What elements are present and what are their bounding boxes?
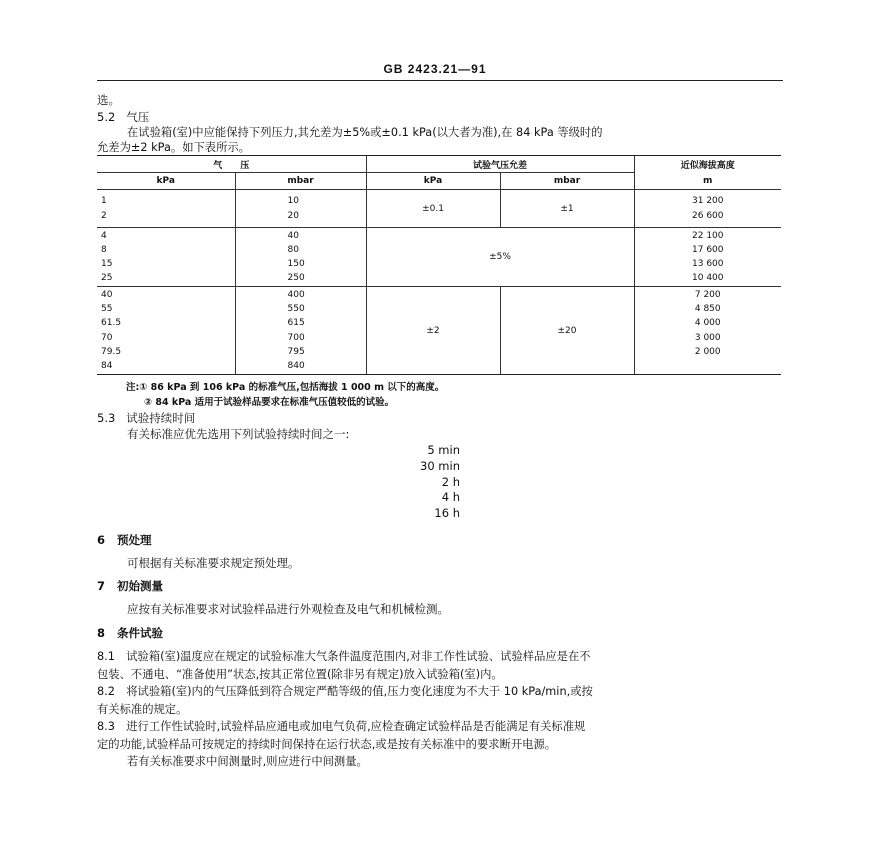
header-mbar: mbar xyxy=(235,173,366,190)
paragraph: 在试验箱(室)中应能保持下列压力,其允差为±5%或±0.1 kPa(以大者为准),在 84 kPa 等级时的 xyxy=(127,126,603,139)
table-row xyxy=(97,228,781,287)
text: 40 xyxy=(101,289,113,300)
text: 若有关标准要求中间测量时,则应进行中间测量。 xyxy=(127,755,368,768)
text: 40 xyxy=(287,230,299,241)
table-row xyxy=(97,287,781,375)
header-tolerance: 试验气压允差 xyxy=(366,156,634,173)
paragraph: 应按有关标准要求对试验样品进行外观检查及电气和机械检测。 xyxy=(127,602,449,616)
section-6-heading xyxy=(97,532,152,548)
text: 795 xyxy=(287,346,305,357)
text: 79.5 xyxy=(101,346,122,357)
text: 84 xyxy=(101,360,113,371)
text: 4 850 xyxy=(694,304,721,315)
text: 4 xyxy=(101,230,107,241)
text: 8.3 进行工作性试验时,试验样品应通电或加电气负荷,应检查确定试验样品是否能满足有关标准规 xyxy=(97,720,586,733)
section-8-body xyxy=(97,648,593,771)
section-5-3-heading xyxy=(97,410,195,426)
paragraph: 有关标准应优先选用下列试验持续时间之一: xyxy=(127,427,350,441)
text: 70 xyxy=(101,332,113,343)
text: 5.3 xyxy=(97,411,116,425)
text: 8 xyxy=(101,244,107,255)
text: 61.5 xyxy=(101,318,122,329)
text: 7 xyxy=(97,579,106,593)
table-row xyxy=(97,190,781,228)
section-5-2-heading xyxy=(97,109,149,125)
text: 8.2 将试验箱(室)内的气压降低到符合规定严酷等级的值,压力变化速度为不大于 10 kPa/min,或按 xyxy=(97,685,593,698)
intro-tail: 选。 xyxy=(97,93,120,107)
text: 13 600 xyxy=(692,259,724,269)
header-rule xyxy=(97,80,783,81)
text: 615 xyxy=(287,318,305,329)
text: 250 xyxy=(287,273,305,284)
table-note-1: 注:① 86 kPa 到 106 kPa 的标准气压,包括海拔 1 000 m 以下的高度。 xyxy=(126,382,445,393)
text: 31 200 xyxy=(692,196,724,207)
text: 2 xyxy=(101,210,107,221)
section-7-heading xyxy=(97,578,163,594)
text: 17 600 xyxy=(692,244,724,255)
text: 16 h xyxy=(434,506,460,521)
table-note-2: ② 84 kPa 适用于试验样品要求在标准气压值较低的试验。 xyxy=(144,397,395,408)
tolerance-percent: ±5% xyxy=(366,228,634,287)
text: 包装、不通电、“准备使用”状态,按其正常位置(除非另有规定)放入试验箱(室)内。 xyxy=(97,667,503,681)
text: 80 xyxy=(287,244,299,255)
header-tol-kpa: kPa xyxy=(366,173,500,190)
text: 10 xyxy=(287,196,299,207)
text: 1 xyxy=(101,196,107,207)
text: 400 xyxy=(287,289,305,300)
text: 25 xyxy=(101,273,113,284)
header-kpa: kPa xyxy=(97,173,235,190)
text: 有关标准的规定。 xyxy=(97,702,188,716)
text: 840 xyxy=(287,360,305,371)
tolerance-mbar: ±20 xyxy=(500,287,634,375)
text: 30 min xyxy=(420,458,460,473)
header-m: m xyxy=(634,173,781,190)
text: 条件试验 xyxy=(117,626,164,640)
text: 8.1 试验箱(室)温度应在规定的试验标准大气条件温度范围内,对非工作性试验、试验样品应是在不 xyxy=(97,650,591,663)
text: 6 xyxy=(97,533,106,547)
text: 150 xyxy=(287,259,305,269)
section-title: 气压 xyxy=(126,110,150,124)
text: 预处理 xyxy=(117,533,152,547)
text: 初始测量 xyxy=(117,579,164,593)
paragraph: 允差为±2 kPa。如下表所示。 xyxy=(97,141,250,154)
text: 20 xyxy=(287,210,299,221)
text: 定的功能,试验样品可按规定的持续时间保持在运行状态,或是按有关标准中的要求断开电源。 xyxy=(97,737,557,751)
text: 2 000 xyxy=(694,346,721,357)
text: 8 xyxy=(97,626,106,640)
tolerance-mbar: ±1 xyxy=(500,190,634,228)
text: 22 100 xyxy=(692,230,724,241)
section-8-heading xyxy=(97,625,163,641)
text: 5 min xyxy=(427,443,460,457)
text: 550 xyxy=(287,304,305,315)
text: 700 xyxy=(287,332,305,343)
document-header: GB 2423.21—91 xyxy=(383,62,487,76)
text: 7 200 xyxy=(694,289,721,300)
section-number: 5.2 xyxy=(97,110,116,124)
text: 26 600 xyxy=(692,210,724,221)
text: 2 h xyxy=(441,474,460,489)
text: 55 xyxy=(101,304,113,315)
paragraph: 可根据有关标准要求规定预处理。 xyxy=(127,556,300,570)
duration-list xyxy=(380,443,460,522)
text: 4 000 xyxy=(694,318,721,329)
text: 3 000 xyxy=(694,332,721,343)
text: 试验持续时间 xyxy=(126,411,196,425)
tolerance-kpa: ±2 xyxy=(366,287,500,375)
text: 15 xyxy=(101,259,113,269)
header-altitude: 近似海拔高度 xyxy=(634,156,781,173)
tolerance-kpa: ±0.1 xyxy=(366,190,500,228)
pressure-table xyxy=(97,155,781,375)
text: 4 h xyxy=(441,490,460,505)
text: 10 400 xyxy=(692,273,724,284)
header-tol-mbar: mbar xyxy=(500,173,634,190)
header-pressure: 气 压 xyxy=(97,156,366,173)
